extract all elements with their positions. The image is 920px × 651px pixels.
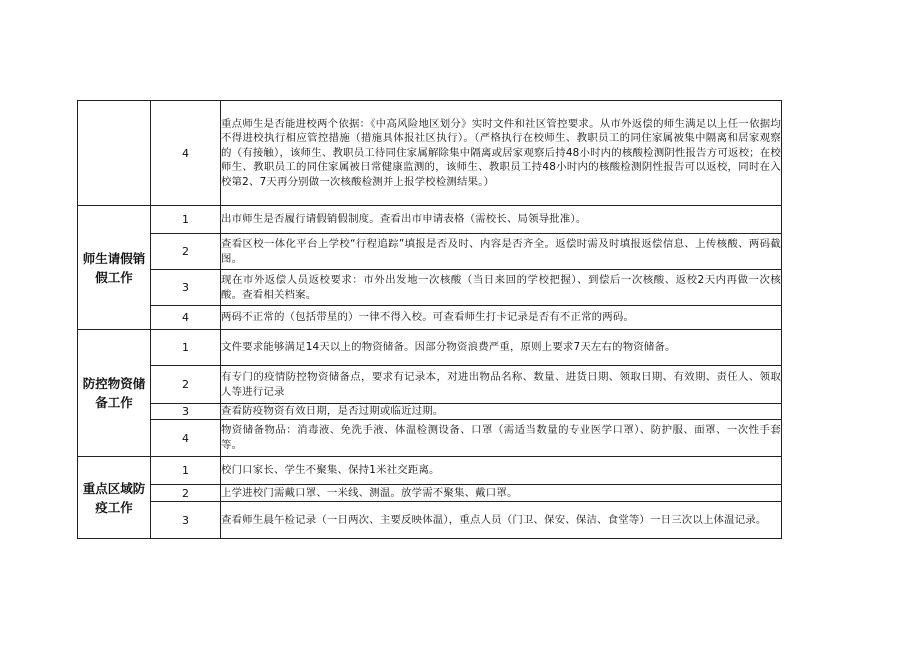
item-text: 查看防疫物资有效日期，是否过期或临近过期。 (221, 404, 782, 420)
category-supply-reserve: 防控物资储备工作 (78, 330, 151, 457)
item-number: 3 (151, 270, 221, 306)
table-row (78, 502, 782, 539)
table-row (78, 420, 782, 457)
item-text: 有专门的疫情防控物资储备点，要求有记录本，对进出物品名称、数量、进货日期、领取日期、有效期、责任人、领取人等进行记录 (221, 366, 782, 404)
item-number: 1 (151, 457, 221, 485)
item-number: 3 (151, 502, 221, 539)
item-number: 4 (151, 420, 221, 457)
table-row (78, 485, 782, 502)
category-cell-empty (78, 101, 151, 206)
inspection-table (77, 100, 782, 539)
item-number: 2 (151, 485, 221, 502)
item-number: 4 (151, 306, 221, 330)
item-text: 两码不正常的（包括带星的）一律不得入校。可查看师生打卡记录是否有不正常的两码。 (221, 306, 782, 330)
item-number: 1 (151, 330, 221, 366)
item-text: 校门口家长、学生不聚集、保持1米社交距离。 (221, 457, 782, 485)
item-text: 现在市外返偿人员返校要求：市外出发地一次核酸（当日来回的学校把握）、到偿后一次核酸、返校2天内再做一次核酸。查看相关档案。 (221, 270, 782, 306)
table-row (78, 457, 782, 485)
item-number: 1 (151, 206, 221, 234)
item-number: 4 (151, 101, 221, 206)
item-text: 查看师生晨午检记录（一日两次、主要反映体温），重点人员（门卫、保安、保洁、食堂等）一日三次以上体温记录。 (221, 502, 782, 539)
item-number: 2 (151, 234, 221, 270)
table-row (78, 270, 782, 306)
table-row (78, 366, 782, 404)
item-text: 上学进校门需戴口罩、一米线、测温。放学需不聚集、戴口罩。 (221, 485, 782, 502)
category-key-area-prevention: 重点区域防疫工作 (78, 457, 151, 539)
table-row (78, 306, 782, 330)
item-text: 文件要求能够满足14天以上的物资储备。因部分物资浪费严重，原则上要求7天左右的物资储备。 (221, 330, 782, 366)
table-row (78, 101, 782, 206)
item-number: 2 (151, 366, 221, 404)
item-text: 物资储备物品：消毒液、免洗手液、体温检测设备、口罩（需适当数量的专业医学口罩）、防护服、面罩、一次性手套等。 (221, 420, 782, 457)
item-text: 重点师生是否能进校两个依据：《中高风险地区划分》实时文件和社区管控要求。从市外返偿的师生满足以上任一依据均不得进校执行相应管控措施（措施具体报社区执行）。（严格执行在校师生、教职员工的同住家属被集中隔离和居家观察的（有接触），该师生、教职员工待同住家属解除集中隔离或居家观察后持48小时内的核酸检测阴性报告方可返校；在校师生、教职员工的同住家属被日常健康监测的，该师生、教职员工持48小时内的核酸检测阴性报告可以返校，同时在入校第2、7天再分别做一次核酸检测并上报学校检测结果。） (221, 101, 782, 206)
table-row (78, 330, 782, 366)
table-row (78, 234, 782, 270)
item-number: 3 (151, 404, 221, 420)
category-leave-management: 师生请假销假工作 (78, 206, 151, 330)
table-row (78, 206, 782, 234)
item-text: 查看区校一体化平台上学校“行程追踪”填报是否及时、内容是否齐全。返偿时需及时填报返偿信息、上传核酸、两码截图。 (221, 234, 782, 270)
item-text: 出市师生是否履行请假销假制度。查看出市申请表格（需校长、局领导批准）。 (221, 206, 782, 234)
table-row (78, 404, 782, 420)
